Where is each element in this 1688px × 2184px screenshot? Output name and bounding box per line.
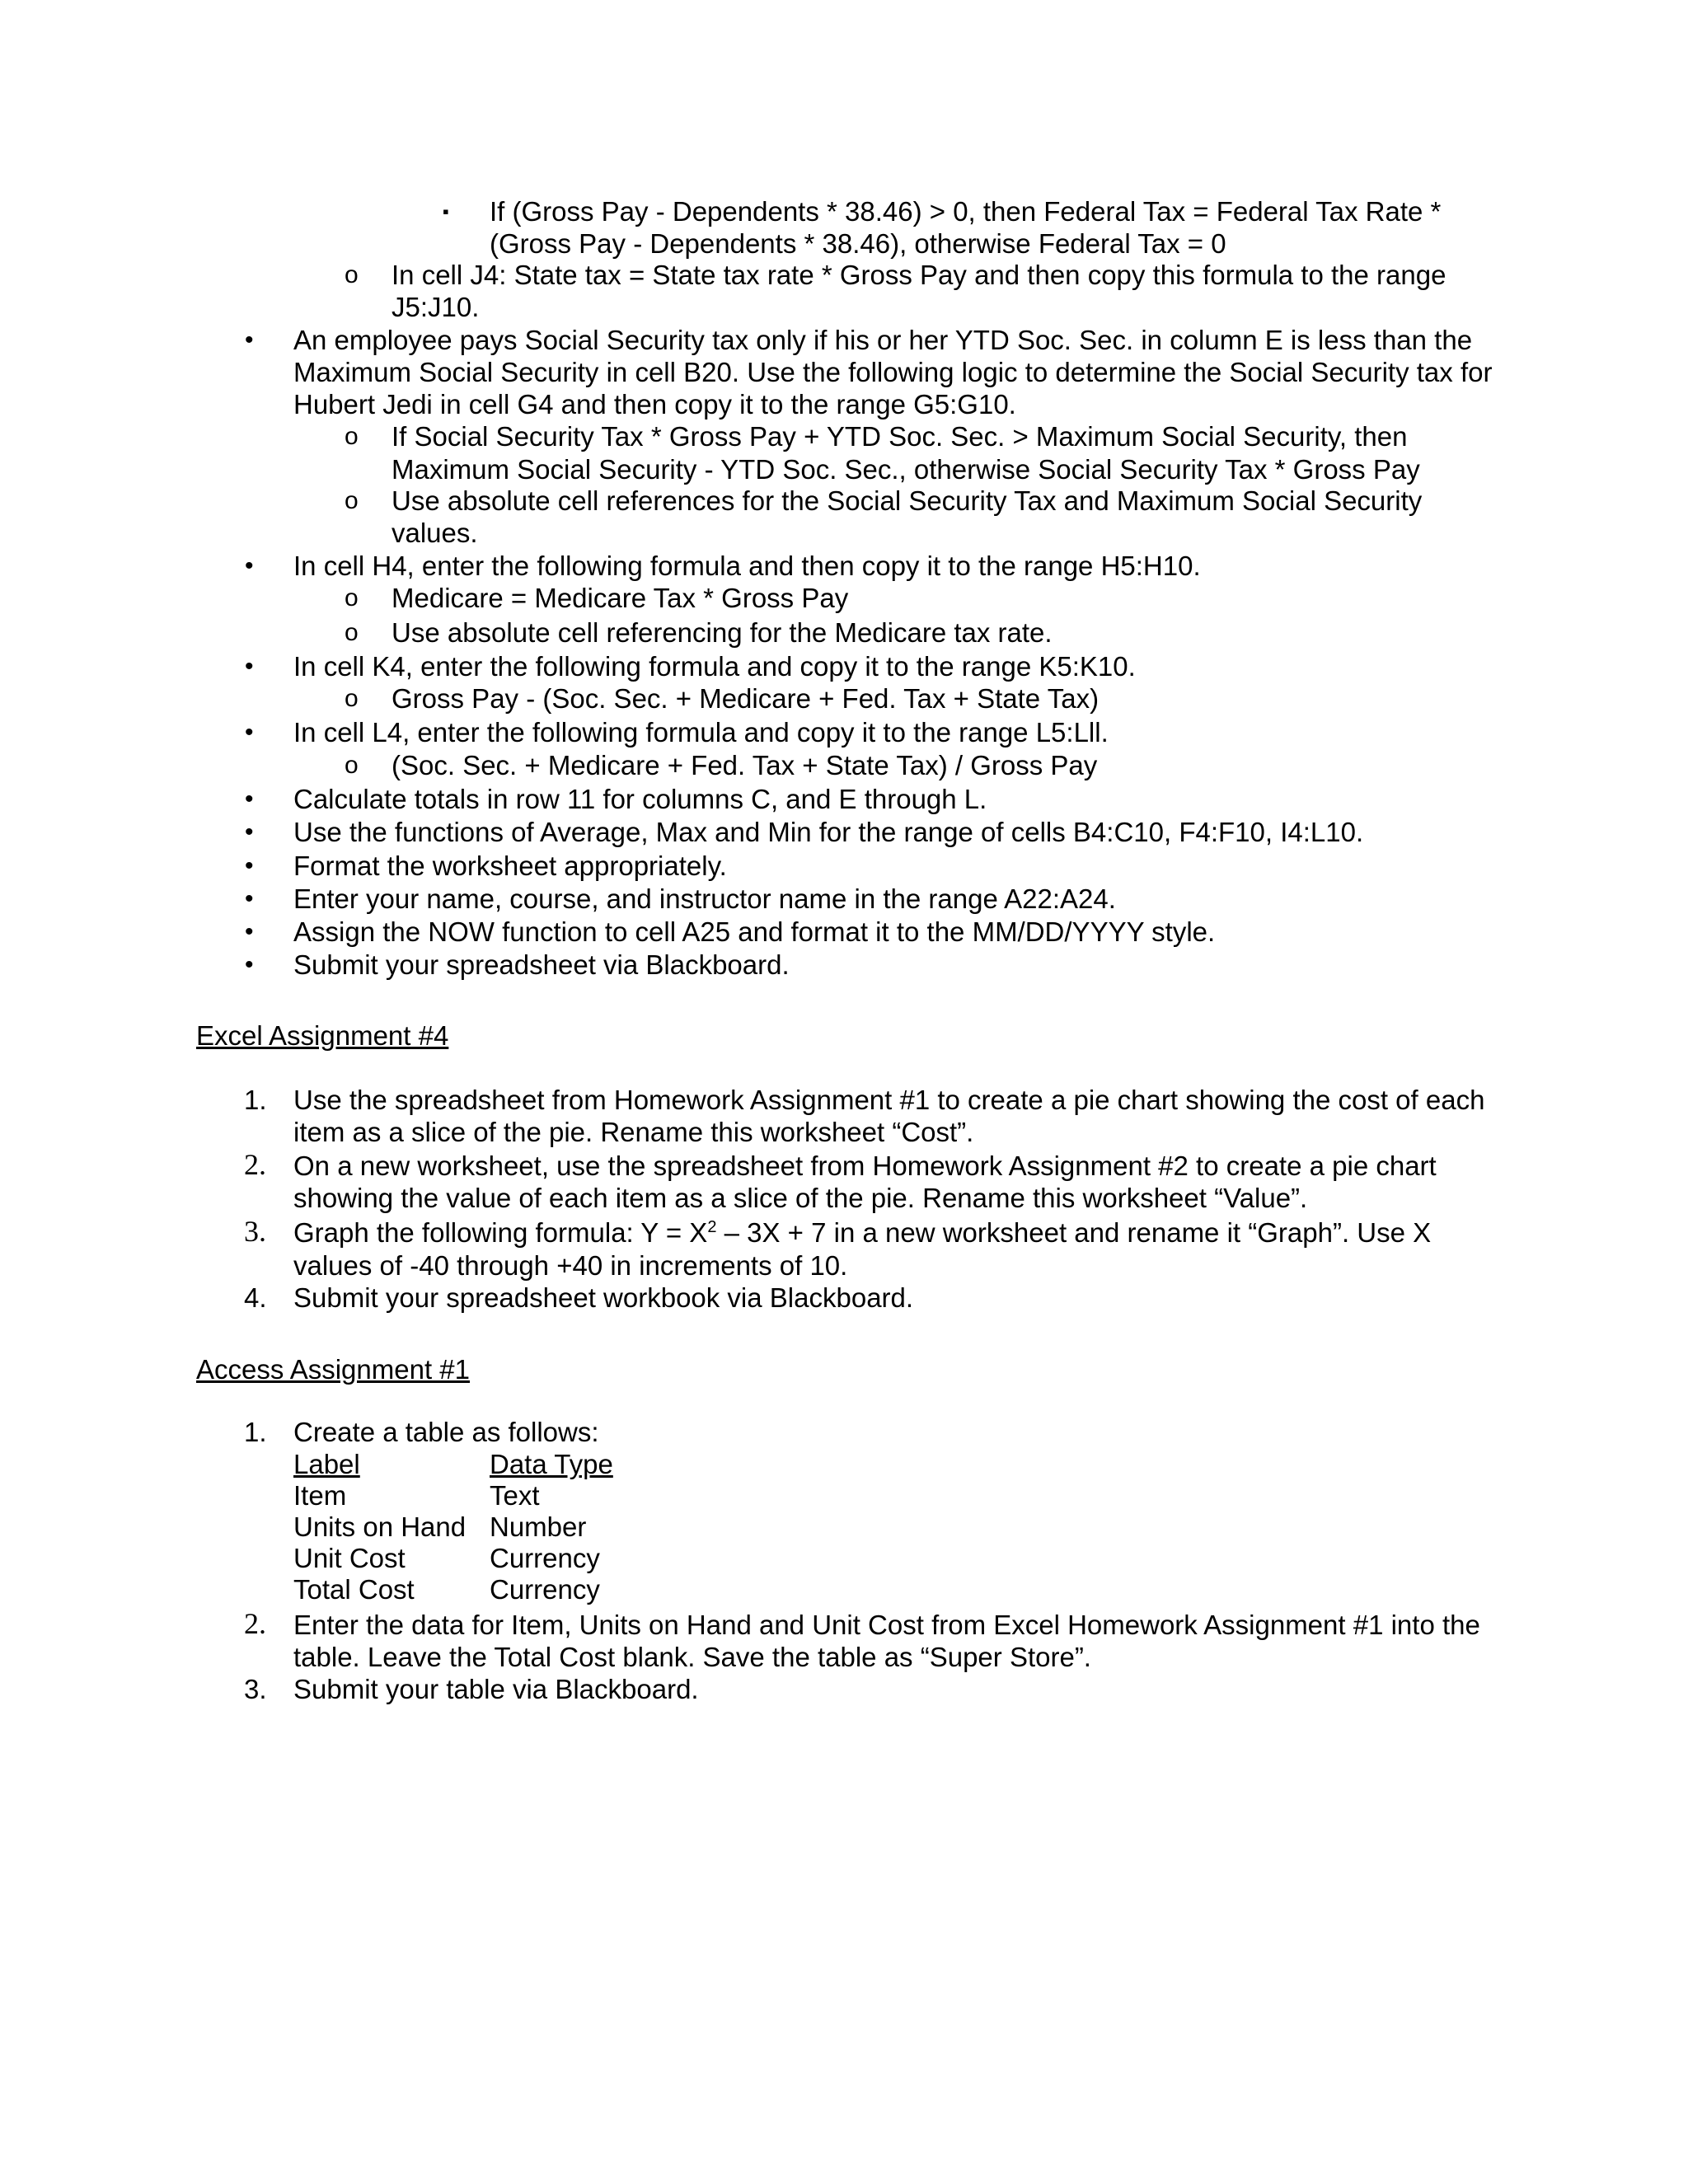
disc-bullet-icon: • (245, 852, 254, 879)
access1-item3: Submit your table via Blackboard. (293, 1674, 699, 1704)
tax-ratio-formula: (Soc. Sec. + Medicare + Fed. Tax + State Tax) / Gross Pay (392, 750, 1098, 780)
medicare-absolute-ref: Use absolute cell referencing for the Medicare tax rate. (392, 617, 1053, 648)
state-tax-line-2: J5:J10. (392, 292, 480, 322)
list-number: 3. (244, 1674, 267, 1704)
excel4-item3-line-1 (293, 1216, 1431, 1249)
state-tax-line-1: In cell J4: State tax = State tax rate * Gross Pay and then copy this formula to the range (392, 260, 1447, 290)
circle-bullet-icon: o (345, 752, 359, 779)
disc-bullet-icon: • (245, 719, 254, 746)
table-row-label: Unit Cost (293, 1543, 406, 1573)
social-security-line-1: An employee pays Social Security tax only if his or her YTD Soc. Sec. in column E is less than the (293, 325, 1473, 355)
list-number: 1. (244, 1417, 267, 1447)
totals-instruction: Calculate totals in row 11 for columns C, and E through L. (293, 784, 987, 814)
circle-bullet-icon: o (345, 619, 359, 646)
format-instruction: Format the worksheet appropriately. (293, 851, 727, 881)
disc-bullet-icon: • (245, 951, 254, 978)
cell-l4-instruction: In cell L4, enter the following formula and copy it to the range L5:Lll. (293, 717, 1109, 748)
submit-instruction: Submit your spreadsheet via Blackboard. (293, 949, 790, 980)
disc-bullet-icon: • (245, 818, 254, 846)
social-security-line-3: Hubert Jedi in cell G4 and then copy it to the range G5:G10. (293, 389, 1016, 419)
list-number: 1. (244, 1085, 267, 1115)
medicare-formula: Medicare = Medicare Tax * Gross Pay (392, 583, 849, 613)
disc-bullet-icon: • (245, 326, 254, 354)
disc-bullet-icon: • (245, 552, 254, 579)
disc-bullet-icon: • (245, 785, 254, 813)
excel4-item1-line-1: Use the spreadsheet from Homework Assignment #1 to create a pie chart showing the cost of each (293, 1085, 1485, 1115)
excel-assignment-4-heading: Excel Assignment #4 (196, 1020, 449, 1051)
excel4-item2-line-2: showing the value of each item as a slice of the pie. Rename this worksheet “Value”. (293, 1183, 1308, 1213)
table-row-type: Text (490, 1480, 540, 1511)
excel4-item4: Submit your spreadsheet workbook via Blackboard. (293, 1282, 914, 1313)
table-header-label: Label (293, 1449, 360, 1479)
social-security-rule-line-2: Maximum Social Security - YTD Soc. Sec., otherwise Social Security Tax * Gross Pay (392, 454, 1420, 485)
disc-bullet-icon: • (245, 885, 254, 912)
excel4-item1-line-2: item as a slice of the pie. Rename this worksheet “Cost”. (293, 1117, 974, 1147)
disc-bullet-icon: • (245, 653, 254, 680)
excel4-item3-text-b: – 3X + 7 in a new worksheet and rename it “Graph”. Use X (716, 1217, 1432, 1248)
absolute-ref-line-2: values. (392, 518, 478, 548)
table-row-label: Units on Hand (293, 1511, 467, 1542)
superscript-2: 2 (707, 1218, 717, 1236)
social-security-rule-line-1: If Social Security Tax * Gross Pay + YTD Soc. Sec. > Maximum Social Security, then (392, 421, 1408, 452)
list-number: 2. (244, 1148, 266, 1181)
functions-instruction: Use the functions of Average, Max and Min for the range of cells B4:C10, F4:F10, I4:L10. (293, 817, 1364, 847)
list-number: 4. (244, 1282, 267, 1313)
circle-bullet-icon: o (345, 423, 359, 450)
excel4-item3-text-a: Graph the following formula: Y = X (293, 1217, 708, 1248)
circle-bullet-icon: o (345, 487, 359, 514)
name-instruction: Enter your name, course, and instructor name in the range A22:A24. (293, 883, 1116, 914)
table-row-type: Currency (490, 1574, 600, 1605)
circle-bullet-icon: o (345, 584, 359, 612)
access1-item2-line-1: Enter the data for Item, Units on Hand and Unit Cost from Excel Homework Assignment #1 into the (293, 1610, 1480, 1640)
table-row-label: Total Cost (293, 1574, 415, 1605)
table-row-label: Item (293, 1480, 347, 1511)
list-number: 3. (244, 1215, 266, 1248)
circle-bullet-icon: o (345, 685, 359, 712)
table-row-type: Currency (490, 1543, 600, 1573)
table-row-type: Number (490, 1511, 587, 1542)
fed-tax-rule-line-1: If (Gross Pay - Dependents * 38.46) > 0, then Federal Tax = Federal Tax Rate * (490, 196, 1442, 227)
list-number: 2. (244, 1607, 266, 1640)
fed-tax-rule-line-2: (Gross Pay - Dependents * 38.46), otherwise Federal Tax = 0 (490, 228, 1226, 259)
cell-h4-instruction: In cell H4, enter the following formula and then copy it to the range H5:H10. (293, 551, 1201, 581)
excel4-item3-line-2: values of -40 through +40 in increments of 10. (293, 1250, 848, 1281)
social-security-line-2: Maximum Social Security in cell B20. Use the following logic to determine the Social Security tax for (293, 357, 1493, 387)
circle-bullet-icon: o (345, 261, 359, 288)
access-assignment-1-heading: Access Assignment #1 (196, 1354, 470, 1385)
access1-item1: Create a table as follows: (293, 1417, 599, 1447)
excel4-item2-line-1: On a new worksheet, use the spreadsheet from Homework Assignment #2 to create a pie chart (293, 1151, 1437, 1181)
cell-k4-instruction: In cell K4, enter the following formula and copy it to the range K5:K10. (293, 651, 1136, 682)
table-header-data-type: Data Type (490, 1449, 613, 1479)
now-function-instruction: Assign the NOW function to cell A25 and format it to the MM/DD/YYYY style. (293, 916, 1216, 947)
absolute-ref-line-1: Use absolute cell references for the Social Security Tax and Maximum Social Security (392, 485, 1423, 516)
disc-bullet-icon: • (245, 918, 254, 945)
net-pay-formula: Gross Pay - (Soc. Sec. + Medicare + Fed. Tax + State Tax) (392, 683, 1100, 714)
square-bullet-icon: ▪ (443, 201, 449, 222)
access1-item2-line-2: table. Leave the Total Cost blank. Save the table as “Super Store”. (293, 1642, 1091, 1672)
